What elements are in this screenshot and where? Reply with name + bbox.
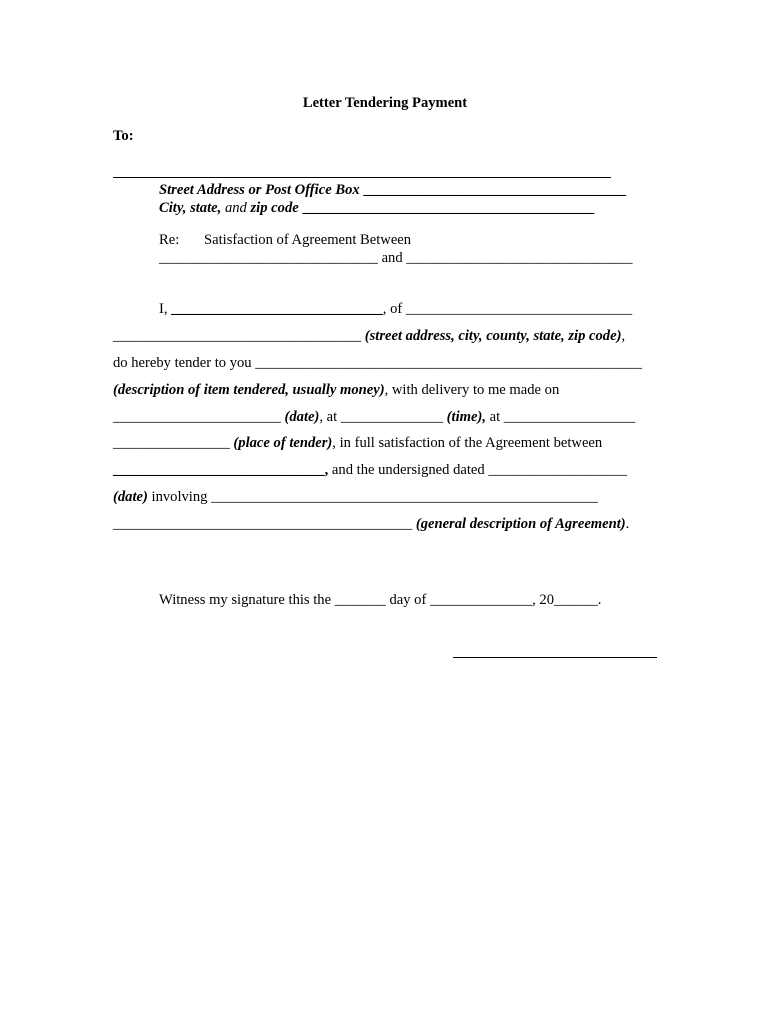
agreement-description-blank-2[interactable]: _________________________________________: [113, 516, 413, 532]
agreement-date-blank[interactable]: ___________________: [488, 462, 627, 478]
city-state-label: City, state,: [159, 200, 222, 216]
re-party1-blank[interactable]: ______________________________: [159, 250, 378, 266]
city-state-zip-row: [159, 199, 594, 217]
witness-line: Witness my signature this the _______ day of ______________, 20______.: [159, 592, 602, 608]
re-row: [159, 231, 179, 249]
tenderer-county-blank[interactable]: _______________________________: [405, 301, 633, 317]
tender-text: do hereby tender to you: [113, 355, 252, 371]
body-line-7: [113, 461, 627, 479]
delivery-text: , with delivery to me made on: [384, 382, 560, 398]
place-of-tender-note: (place of tender): [233, 435, 333, 451]
line2-end: ,: [621, 328, 626, 344]
agreement-description-blank[interactable]: _____________________________________________________: [211, 489, 598, 505]
city-state-zip-blank[interactable]: ________________________________________: [302, 200, 595, 216]
date-note: (date): [284, 409, 320, 425]
tenderer-name-blank[interactable]: _____________________________: [171, 301, 383, 317]
body-line-8: [113, 488, 598, 506]
to-label: To:: [113, 128, 134, 144]
line9-end: .: [625, 516, 630, 532]
body-line-6: [113, 434, 602, 452]
date-note-2: (date): [113, 489, 148, 505]
city-and-label: and: [224, 200, 247, 216]
place-continued-blank[interactable]: ________________: [113, 435, 230, 451]
street-address-blank[interactable]: ____________________________________: [363, 182, 627, 198]
other-party-blank[interactable]: _____________________________: [113, 462, 325, 478]
at-text-2: at: [489, 409, 501, 425]
street-address-note: (street address, city, county, state, zip code): [364, 328, 622, 344]
delivery-date-blank[interactable]: _______________________: [113, 409, 281, 425]
body-line-4: [113, 381, 559, 399]
undersigned-dated-text: and the undersigned dated: [331, 462, 485, 478]
re-and-text: and: [381, 250, 403, 266]
at-text-1: , at: [319, 409, 338, 425]
tenderer-address-blank[interactable]: __________________________________: [113, 328, 362, 344]
re-party2-blank[interactable]: _______________________________: [406, 250, 633, 266]
item-tendered-blank[interactable]: _____________________________________________________: [255, 355, 642, 371]
signature-line[interactable]: [453, 657, 657, 658]
re-subject: Satisfaction of Agreement Between: [204, 232, 412, 248]
street-address-label: Street Address or Post Office Box: [159, 182, 360, 198]
delivery-time-blank[interactable]: ______________: [340, 409, 443, 425]
street-address-row: [159, 181, 626, 199]
involving-text: involving: [151, 489, 208, 505]
re-label: Re:: [159, 232, 180, 248]
recipient-name-line[interactable]: [113, 177, 611, 178]
i-text: I,: [159, 301, 168, 317]
delivery-place-blank[interactable]: __________________: [503, 409, 636, 425]
general-description-note: (general description of Agreement): [415, 516, 626, 532]
time-note: (time),: [446, 409, 486, 425]
line7-comma: ,: [324, 462, 329, 478]
item-description-note: (description of item tendered, usually money): [113, 382, 385, 398]
re-parties-row: [159, 249, 633, 267]
document-title: Letter Tendering Payment: [302, 95, 468, 111]
body-line-2: [113, 327, 625, 345]
zip-code-label: zip code: [250, 200, 299, 216]
body-line-5: [113, 408, 635, 426]
body-line-3: [113, 354, 642, 372]
body-line-1: [159, 300, 632, 318]
body-line-9: [113, 515, 629, 533]
of-text: , of: [382, 301, 403, 317]
satisfaction-text: , in full satisfaction of the Agreement between: [332, 435, 603, 451]
